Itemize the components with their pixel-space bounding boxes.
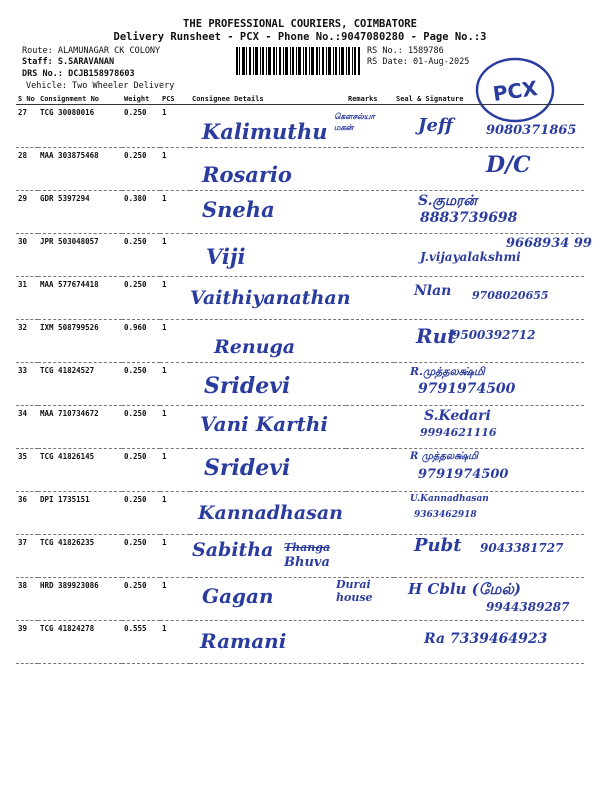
remarks-cell xyxy=(346,191,394,234)
consignee-cell xyxy=(190,535,346,578)
remarks-cell xyxy=(346,535,394,578)
signature-cell xyxy=(394,277,584,320)
signature: S.குமரன் xyxy=(418,193,477,209)
col-consignment: Consignment No xyxy=(38,93,122,105)
weight: 0.250 xyxy=(122,105,160,148)
pcs: 1 xyxy=(160,148,190,191)
table-header-row xyxy=(16,93,584,105)
sno: 36 xyxy=(16,492,38,535)
col-remarks: Remarks xyxy=(346,93,394,105)
pcs: 1 xyxy=(160,234,190,277)
sno: 29 xyxy=(16,191,38,234)
consignee-cell xyxy=(190,492,346,535)
table-row xyxy=(16,449,584,492)
pcs: 1 xyxy=(160,492,190,535)
consignee-name: Ramani xyxy=(200,629,287,653)
remarks-cell xyxy=(346,148,394,191)
signature-cell xyxy=(394,191,584,234)
signature-cell xyxy=(394,363,584,406)
sno: 27 xyxy=(16,105,38,148)
table-row xyxy=(16,621,584,664)
staff-label: Staff: xyxy=(22,57,53,67)
consignee-cell xyxy=(190,406,346,449)
signature: J.vijayalakshmi xyxy=(420,250,521,264)
drs-line xyxy=(22,69,135,79)
consignee-cell xyxy=(190,234,346,277)
signature-cell xyxy=(394,148,584,191)
sno: 33 xyxy=(16,363,38,406)
pcs: 1 xyxy=(160,105,190,148)
sno: 38 xyxy=(16,578,38,621)
weight: 0.250 xyxy=(122,234,160,277)
consignee-cell xyxy=(190,191,346,234)
sno: 39 xyxy=(16,621,38,664)
sno: 28 xyxy=(16,148,38,191)
pcs: 1 xyxy=(160,406,190,449)
table-row xyxy=(16,105,584,148)
consignment-no: TCG 41824527 xyxy=(38,363,122,406)
consignee-cell xyxy=(190,148,346,191)
consignee-cell xyxy=(190,363,346,406)
drs-value: DCJB158978603 xyxy=(68,69,135,79)
signature-phone: 9500392712 xyxy=(452,328,536,342)
signature: H Cblu (மேல்) xyxy=(408,580,522,598)
table-row xyxy=(16,535,584,578)
remarks-cell xyxy=(346,449,394,492)
runsheet-title: THE PROFESSIONAL COURIERS, COIMBATORE xyxy=(183,18,417,30)
table-row xyxy=(16,578,584,621)
consignment-no: IXM 508799526 xyxy=(38,320,122,363)
consignee-cell xyxy=(190,621,346,664)
signature-phone: 9043381727 xyxy=(480,541,564,555)
consignee-cell xyxy=(190,277,351,320)
consignment-no: TCG 41826145 xyxy=(38,449,122,492)
remarks-cell xyxy=(346,492,394,535)
signature-cell xyxy=(394,578,584,621)
signature-phone: 9791974500 xyxy=(418,467,509,482)
consignee-name: Vaithiyanathan xyxy=(190,287,351,309)
stamp-text: PCX xyxy=(491,75,539,106)
consignment-no: TCG 30080016 xyxy=(38,105,122,148)
weight: 0.250 xyxy=(122,406,160,449)
table-row xyxy=(16,320,584,363)
pcs: 1 xyxy=(160,449,190,492)
signature-cell xyxy=(394,105,584,148)
consignee-name: Kalimuthu xyxy=(202,119,328,144)
remarks-cell xyxy=(336,578,394,621)
remarks-cell xyxy=(346,234,394,277)
weight: 0.250 xyxy=(122,492,160,535)
signature-phone: 9080371865 xyxy=(486,123,577,138)
consignment-no: MAA 303875468 xyxy=(38,148,122,191)
remarks-cell xyxy=(346,363,394,406)
consignee-name: Vani Karthi xyxy=(200,412,328,436)
signature-cell xyxy=(394,492,584,535)
drs-label: DRS No.: xyxy=(22,69,63,79)
consignee-name: Sridevi xyxy=(204,455,291,481)
consignment-no: GDR 5397294 xyxy=(38,191,122,234)
staff-value: S.SARAVANAN xyxy=(57,57,115,67)
consignee-cell xyxy=(190,449,346,492)
signature-cell xyxy=(394,621,584,664)
sno: 35 xyxy=(16,449,38,492)
weight: 0.250 xyxy=(122,277,160,320)
route-label: Route: ALAMUNAGAR CK COLONY xyxy=(22,46,161,56)
signature-phone: 9791974500 xyxy=(418,381,516,397)
signature: U.Kannadhasan xyxy=(410,494,489,504)
pcs: 1 xyxy=(160,320,190,363)
remarks-cell xyxy=(346,406,394,449)
consignee-cell xyxy=(190,105,346,148)
consignment-no: MAA 577674418 xyxy=(38,277,122,320)
barcode xyxy=(236,47,360,75)
signature-cell xyxy=(394,406,584,449)
remarks-cell xyxy=(346,277,394,320)
signature-cell xyxy=(394,449,584,492)
table-row xyxy=(16,191,584,234)
sno: 34 xyxy=(16,406,38,449)
signature-cell xyxy=(394,320,584,363)
sno: 32 xyxy=(16,320,38,363)
remarks-cell xyxy=(346,320,394,363)
col-signature: Seal & Signature xyxy=(394,93,584,105)
consignee-cell xyxy=(190,578,346,621)
consignee-name: Rosario xyxy=(202,162,292,187)
col-weight: Weight xyxy=(122,93,160,105)
weight: 0.250 xyxy=(122,148,160,191)
signature: Ra 7339464923 xyxy=(424,631,548,647)
weight: 0.250 xyxy=(122,578,160,621)
consignment-no: DPI 1735151 xyxy=(38,492,122,535)
signature: R முத்தலக்ஷ்மி xyxy=(410,451,478,462)
consignee-name: Sridevi xyxy=(204,373,291,399)
remarks-cell xyxy=(346,621,394,664)
signature-phone: 9363462918 xyxy=(414,510,477,520)
signature-phone: 9994621116 xyxy=(420,426,497,439)
remark: கௌசல்யா மகன் xyxy=(334,111,375,132)
consignment-no: HRD 389923086 xyxy=(38,578,122,621)
signature: R.முத்தலக்ஷ்மி xyxy=(410,365,485,378)
remark: Durai house xyxy=(336,578,373,604)
consignee-name: Gagan xyxy=(202,584,274,608)
consignee-name: Kannadhasan xyxy=(198,502,343,524)
consignee-name: Sneha xyxy=(202,197,275,222)
consignee-name: Renuga xyxy=(214,336,296,358)
runsheet-table xyxy=(16,93,592,664)
signature: Pubt xyxy=(414,535,462,556)
signature-cell xyxy=(394,535,584,578)
signature-phone: 9668934 99 xyxy=(506,236,592,251)
weight: 0.250 xyxy=(122,363,160,406)
signature: D/C xyxy=(486,152,531,178)
pcs: 1 xyxy=(160,191,190,234)
table-row xyxy=(16,277,584,320)
pcs: 1 xyxy=(160,363,190,406)
signature: Rut xyxy=(416,324,457,348)
col-consignee: Consignee Details xyxy=(190,93,346,105)
signature: Jeff xyxy=(418,115,453,136)
weight: 0.960 xyxy=(122,320,160,363)
remarks-cell xyxy=(334,105,394,148)
consignment-no: JPR 503048057 xyxy=(38,234,122,277)
pcs: 1 xyxy=(160,578,190,621)
rs-date: RS Date: 01-Aug-2025 xyxy=(367,57,470,67)
signature-phone: 9708020655 xyxy=(472,289,549,302)
signature-phone: 8883739698 xyxy=(420,210,518,226)
weight: 0.250 xyxy=(122,535,160,578)
consignment-no: TCG 41826235 xyxy=(38,535,122,578)
signature-cell xyxy=(394,234,592,277)
consignee-name-struck: Thanga xyxy=(284,541,331,554)
col-sno: S No xyxy=(16,93,38,105)
consignee-name: Viji xyxy=(206,244,246,269)
sno: 30 xyxy=(16,234,38,277)
consignee-cell xyxy=(190,320,346,363)
rs-number: RS No.: 1589786 xyxy=(367,46,444,56)
signature-phone: 9944389287 xyxy=(486,600,570,614)
table-row xyxy=(16,492,584,535)
vehicle-label: Vehicle: Two Wheeler Delivery xyxy=(26,81,175,91)
table-row xyxy=(16,406,584,449)
consignment-no: TCG 41824278 xyxy=(38,621,122,664)
table-row xyxy=(16,148,584,191)
weight: 0.380 xyxy=(122,191,160,234)
consignment-no: MAA 710734672 xyxy=(38,406,122,449)
weight: 0.555 xyxy=(122,621,160,664)
consignee-name-correction: Bhuva xyxy=(284,555,330,570)
pcs: 1 xyxy=(160,277,190,320)
signature: Nlan xyxy=(414,283,452,299)
sno: 31 xyxy=(16,277,38,320)
col-pcs: PCS xyxy=(160,93,190,105)
sno: 37 xyxy=(16,535,38,578)
runsheet-subtitle: Delivery Runsheet - PCX - Phone No.:9047080280 - Page No.:3 xyxy=(113,31,487,43)
signature: S.Kedari xyxy=(424,408,491,424)
weight: 0.250 xyxy=(122,449,160,492)
pcs: 1 xyxy=(160,535,190,578)
pcs: 1 xyxy=(160,621,190,664)
staff-line xyxy=(22,57,114,67)
table-row xyxy=(16,234,584,277)
table-row xyxy=(16,363,584,406)
consignee-name: Sabitha xyxy=(192,539,274,561)
